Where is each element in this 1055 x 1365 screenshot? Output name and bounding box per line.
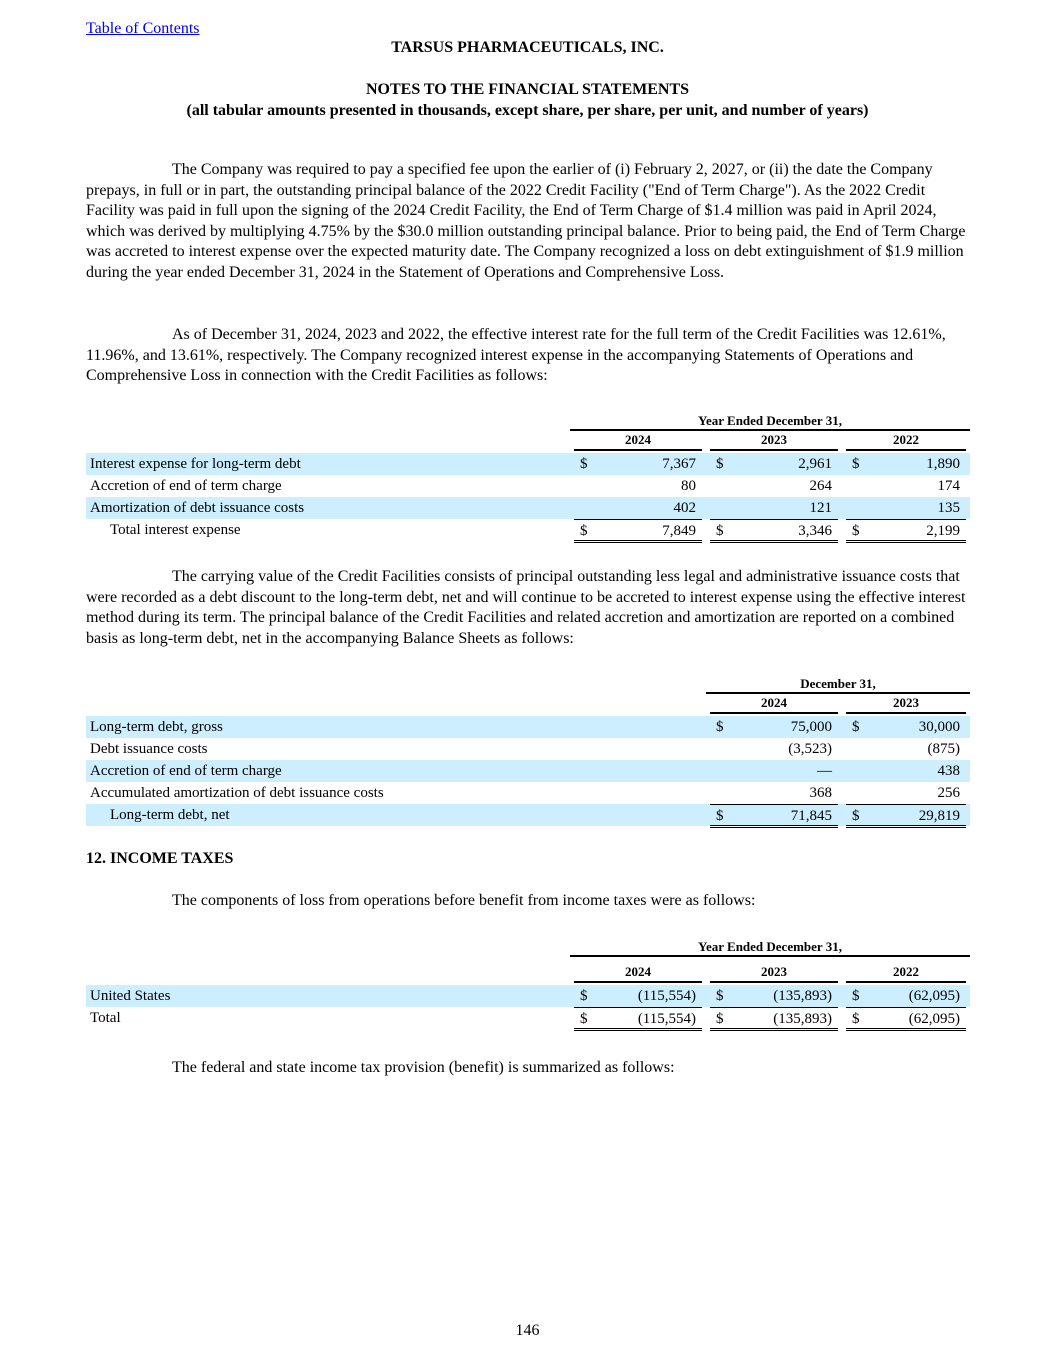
value-cell [710,760,838,782]
row-label: Accretion of end of term charge [90,478,282,494]
cell-value: (3,523) [788,741,832,757]
table-row [86,716,970,738]
value-cell [710,985,838,1007]
paragraph-end-of-term-charge: The Company was required to pay a specified fee upon the earlier of (i) February 2, 2027, or (ii) the date the Company prepays, in full or in part, the outstanding principal balance of the 2022 Credit Facility ("End of Term Charge"). As the 2022 Credit Facility was paid in full upon the signing of the 2024 Credit Facility, the End of Term Charge of $1.4 million was paid in April 2024, which was derived by multiplying 4.75% by the $30.0 million outstanding principal balance. Prior to being paid, the End of Term Charge was accreted to interest expense over the expected maturity date. The Company recognized a loss on debt extinguishment of $1.9 million during the year ended December 31, 2024 in the Statement of Operations and Comprehensive Loss. [86,161,966,281]
table-header: Year Ended December 31, [698,939,842,954]
cell-value: 135 [937,500,960,516]
currency-symbol: $ [580,988,588,1004]
table-row [86,453,970,475]
notes-title: NOTES TO THE FINANCIAL STATEMENTS [365,81,690,98]
cell-value: (135,893) [773,988,832,1004]
currency-symbol: $ [852,456,860,472]
row-label: Total [90,1010,121,1026]
value-cell [574,453,702,475]
row-label: Debt issuance costs [90,741,208,757]
value-cell [574,497,702,519]
cell-value: 3,346 [798,523,832,539]
cell-value: (62,095) [908,1011,960,1027]
cell-value: 1,890 [926,456,960,472]
currency-symbol: $ [852,1011,860,1027]
row-label: Long-term debt, net [110,807,230,823]
currency-symbol: $ [580,1011,588,1027]
row-label: Accretion of end of term charge [90,763,282,779]
currency-symbol: $ [580,523,588,539]
currency-symbol: $ [852,988,860,1004]
table-row [86,804,970,826]
table-row [86,760,970,782]
paragraph-carrying-value: The carrying value of the Credit Facilities consists of principal outstanding less legal and administrative issuance costs that were recorded as a debt discount to the long-term debt, net and will continue to be accreted to interest expense using the effective interest method during its term. The principal balance of the Credit Facilities and related accretion and amortization are reported on a combined basis as long-term debt, net in the accompanying Balance Sheets as follows: [86,568,966,647]
value-cell [846,497,966,519]
table-header: December 31, [800,676,876,691]
cell-value: 174 [937,478,960,494]
cell-value: 368 [809,785,832,801]
year-header: 2024 [574,964,702,983]
year-header: 2022 [846,432,966,451]
cell-value: (115,554) [637,1011,696,1027]
currency-symbol: $ [852,523,860,539]
currency-symbol: $ [852,808,860,824]
paragraph-effective-interest: As of December 31, 2024, 2023 and 2022, the effective interest rate for the full term of the Credit Facilities was 12.61%, 11.96%, and 13.61%, respectively. The Company recognized interest expense in the accompanying Statements of Operations and Comprehensive Loss in connection with the Credit Facilities as follows: [86,326,946,385]
table-row [86,519,970,541]
value-cell [710,475,838,497]
table-body [86,716,970,826]
value-cell [574,1007,702,1031]
year-header: 2022 [846,964,966,983]
cell-value: 29,819 [918,808,960,824]
value-cell [846,716,966,738]
table-row [86,1007,970,1029]
company-name: TARSUS PHARMACEUTICALS, INC. [391,39,664,56]
value-cell [846,985,966,1007]
currency-symbol: $ [716,1011,724,1027]
value-cell [710,1007,838,1031]
value-cell [710,738,838,760]
cell-value: (135,893) [773,1011,832,1027]
row-label: Interest expense for long-term debt [90,456,301,472]
year-header: 2024 [574,432,702,451]
table-body [86,985,970,1029]
notes-subtitle: (all tabular amounts presented in thousands, except share, per share, per unit, and number of years) [186,102,869,119]
table-row [86,475,970,497]
year-header: 2023 [846,695,966,714]
cell-value: 7,367 [662,456,696,472]
table-body [86,453,970,541]
value-cell [710,519,838,543]
row-label: United States [90,988,171,1004]
cell-value: 7,849 [662,523,696,539]
section-heading-income-taxes: 12. INCOME TAXES [86,850,234,867]
value-cell [574,519,702,543]
page-number: 146 [515,1322,540,1339]
header-rule [570,429,970,431]
table-row [86,497,970,519]
cell-value: 75,000 [790,719,832,735]
header-rule [706,692,970,694]
currency-symbol: $ [716,523,724,539]
value-cell [710,497,838,519]
table-row [86,738,970,760]
value-cell [574,985,702,1007]
currency-symbol: $ [580,456,588,472]
cell-value: 71,845 [790,808,832,824]
value-cell [846,760,966,782]
paragraph-loss-components: The components of loss from operations before benefit from income taxes were as follows: [172,892,756,909]
value-cell [846,519,966,543]
value-cell [846,782,966,804]
row-label: Accumulated amortization of debt issuance costs [90,785,384,801]
currency-symbol: $ [852,719,860,735]
cell-value: 2,961 [798,456,832,472]
value-cell [846,738,966,760]
paragraph-tax-provision: The federal and state income tax provision (benefit) is summarized as follows: [172,1059,675,1076]
cell-value: 402 [673,500,696,516]
cell-value: 121 [809,500,832,516]
currency-symbol: $ [716,808,724,824]
row-label: Long-term debt, gross [90,719,223,735]
header-rule [570,955,970,957]
value-cell [846,1007,966,1031]
value-cell [710,453,838,475]
cell-value: 80 [681,478,696,494]
value-cell [846,804,966,828]
year-header: 2023 [710,964,838,983]
value-cell [846,453,966,475]
cell-value: 30,000 [918,719,960,735]
cell-value: (115,554) [637,988,696,1004]
value-cell [846,475,966,497]
year-header: 2024 [710,695,838,714]
year-header: 2023 [710,432,838,451]
value-cell [710,716,838,738]
currency-symbol: $ [716,719,724,735]
table-row [86,782,970,804]
value-cell [710,782,838,804]
cell-value: 438 [937,763,960,779]
cell-value: (875) [927,741,960,757]
table-row [86,985,970,1007]
cell-value: — [817,763,832,779]
cell-value: 264 [809,478,832,494]
row-label: Amortization of debt issuance costs [90,500,305,516]
cell-value: 2,199 [926,523,960,539]
cell-value: 256 [937,785,960,801]
cell-value: (62,095) [908,988,960,1004]
table-of-contents-link[interactable]: Table of Contents [86,20,200,37]
value-cell [574,475,702,497]
row-label: Total interest expense [110,522,241,538]
currency-symbol: $ [716,988,724,1004]
currency-symbol: $ [716,456,724,472]
table-header: Year Ended December 31, [698,413,842,428]
value-cell [710,804,838,828]
